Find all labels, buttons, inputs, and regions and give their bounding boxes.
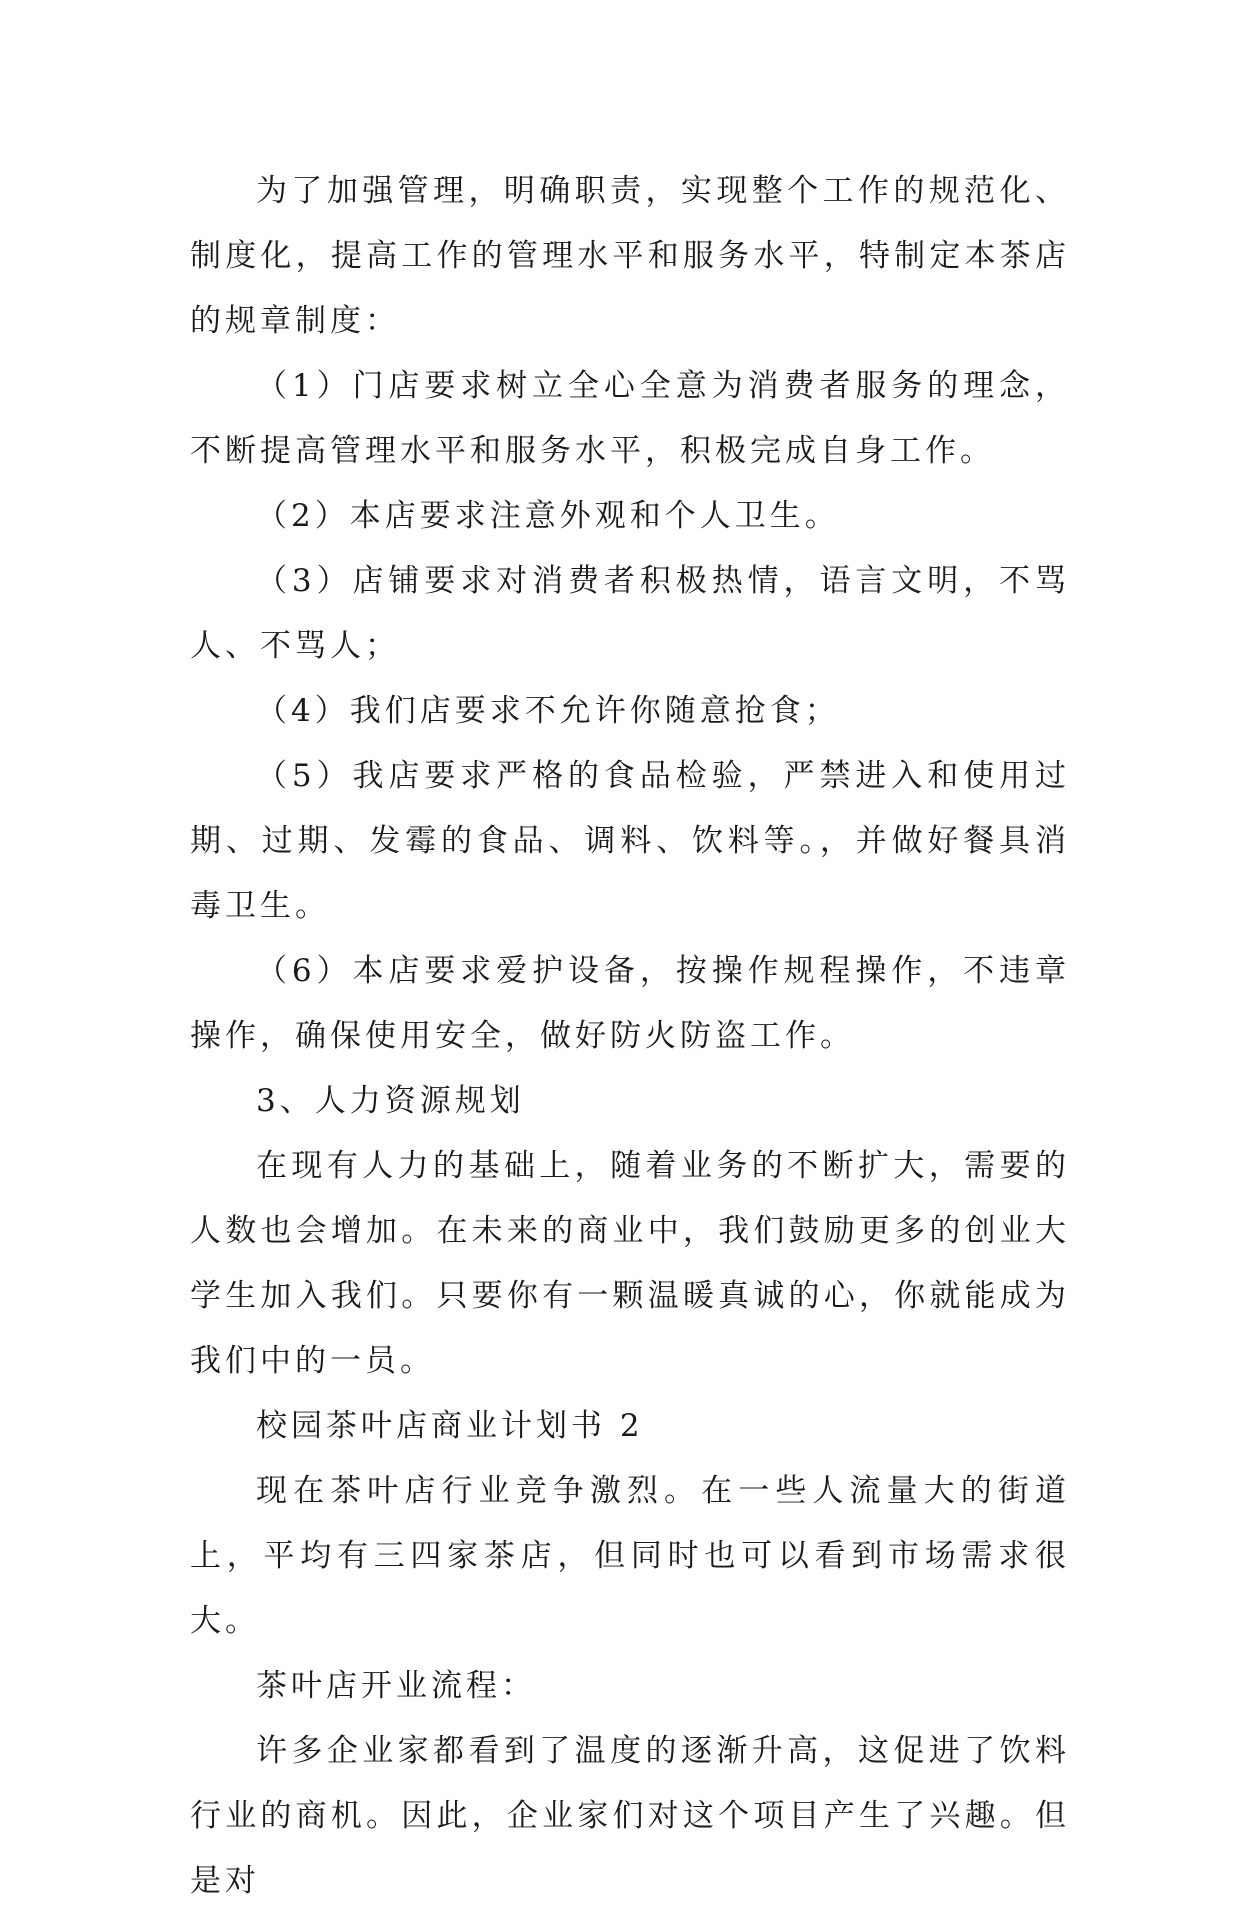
paragraph-rule-5: （5）我店要求严格的食品检验，严禁进入和使用过期、过期、发霉的食品、调料、饮料等。，并做好餐具消毒卫生。	[190, 758, 1070, 924]
section-heading-hr: 3、人力资源规划	[256, 1083, 525, 1119]
paragraph-rule-4: （4）我们店要求不允许你随意抢食；	[256, 693, 840, 729]
paragraph-opportunity: 许多企业家都看到了温度的逐渐升高，这促进了饮料行业的商机。因此，企业家们对这个项目产生了兴趣。但是对	[190, 1733, 1070, 1899]
section-heading-opening: 茶叶店开业流程：	[256, 1668, 536, 1704]
document-body	[190, 159, 1070, 1914]
paragraph-rule-1: （1）门店要求树立全心全意为消费者服务的理念，不断提高管理水平和服务水平，积极完成自身工作。	[190, 368, 1070, 469]
section-heading-plan-2: 校园茶叶店商业计划书 2	[256, 1408, 644, 1444]
paragraph-hr-plan: 在现有人力的基础上，随着业务的不断扩大，需要的人数也会增加。在未来的商业中，我们鼓励更多的创业大学生加入我们。只要你有一颗温暖真诚的心，你就能成为我们中的一员。	[190, 1148, 1070, 1379]
paragraph-intro: 为了加强管理，明确职责，实现整个工作的规范化、制度化，提高工作的管理水平和服务水平，特制定本茶店的规章制度：	[190, 173, 1070, 339]
paragraph-rule-6: （6）本店要求爱护设备，按操作规程操作，不违章操作，确保使用安全，做好防火防盗工作。	[190, 953, 1070, 1054]
paragraph-rule-3: （3）店铺要求对消费者积极热情，语言文明，不骂人、不骂人；	[190, 563, 1070, 664]
paragraph-competition: 现在茶叶店行业竞争激烈。在一些人流量大的街道上，平均有三四家茶店，但同时也可以看到市场需求很大。	[190, 1473, 1070, 1639]
paragraph-rule-2: （2）本店要求注意外观和个人卫生。	[256, 498, 840, 534]
